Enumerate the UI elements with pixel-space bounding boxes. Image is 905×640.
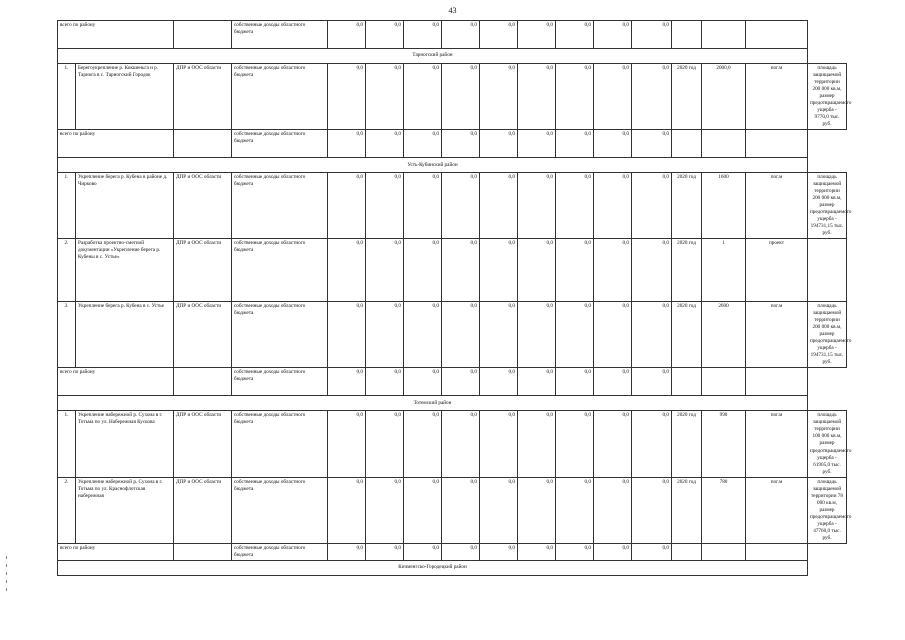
row-number: 2. — [58, 477, 76, 543]
value-cell: 0,0 — [556, 411, 594, 477]
value-cell: 0,0 — [328, 173, 366, 239]
total-row — [58, 543, 847, 560]
section-title: Тарногский район — [58, 49, 808, 64]
value-cell: 0,0 — [442, 239, 480, 302]
value-cell: 0,0 — [594, 130, 632, 158]
value-cell: 0,0 — [404, 21, 442, 49]
value-cell: 0,0 — [632, 173, 672, 239]
value-cell: 0,0 — [480, 477, 518, 543]
year: 2020 год — [672, 477, 702, 543]
value-cell: 0,0 — [442, 64, 480, 130]
value-cell: 0,0 — [632, 543, 672, 560]
year: 2020 год — [672, 64, 702, 130]
executor: ДПР и ООС области — [174, 64, 232, 130]
expected-result: площадь защищаемой территории 100 000 кв.м, размер предотвращаемого ущерба - 61905,0 тыс. руб. — [808, 411, 847, 477]
total-label: всего по району — [58, 21, 174, 49]
total-label: всего по району — [58, 543, 174, 560]
quantity: 2000,0 — [702, 64, 746, 130]
row-number: 1. — [58, 64, 76, 130]
quantity: 1600 — [702, 173, 746, 239]
executor: ДПР и ООС области — [174, 411, 232, 477]
total-row — [58, 21, 847, 49]
value-cell: 0,0 — [480, 543, 518, 560]
value-cell: 0,0 — [480, 173, 518, 239]
value-cell: 0,0 — [556, 130, 594, 158]
unit: проект — [746, 239, 808, 302]
quantity: 2600 — [702, 302, 746, 368]
value-cell: 0,0 — [632, 302, 672, 368]
section-header — [58, 49, 847, 64]
value-cell: 0,0 — [480, 21, 518, 49]
value-cell: 0,0 — [328, 21, 366, 49]
empty-cell — [702, 368, 746, 396]
value-cell: 0,0 — [328, 543, 366, 560]
value-cell: 0,0 — [594, 239, 632, 302]
quantity: 780 — [702, 477, 746, 543]
value-cell: 0,0 — [594, 173, 632, 239]
funding-source: собственные доходы областного бюджета — [232, 543, 328, 560]
unit: пог.м — [746, 477, 808, 543]
year: 2020 год — [672, 239, 702, 302]
total-label: всего по району — [58, 130, 174, 158]
funding-source: собственные доходы областного бюджета — [232, 411, 328, 477]
section-header — [58, 396, 847, 411]
value-cell: 0,0 — [632, 368, 672, 396]
value-cell: 0,0 — [366, 302, 404, 368]
section-title: Тотемский район — [58, 396, 808, 411]
empty-cell — [174, 543, 232, 560]
value-cell: 0,0 — [404, 239, 442, 302]
executor: ДПР и ООС области — [174, 239, 232, 302]
section-title: Кичменгско-Городецкий район — [58, 560, 808, 575]
value-cell: 0,0 — [594, 411, 632, 477]
project-name: Укрепление набережной р. Сухона в г. Тотьма по ул. Набережная Кускова — [76, 411, 174, 477]
value-cell: 0,0 — [594, 477, 632, 543]
value-cell: 0,0 — [518, 302, 556, 368]
value-cell: 0,0 — [442, 130, 480, 158]
value-cell: 0,0 — [328, 64, 366, 130]
value-cell: 0,0 — [366, 130, 404, 158]
value-cell: 0,0 — [632, 239, 672, 302]
value-cell: 0,0 — [404, 411, 442, 477]
value-cell: 0,0 — [404, 64, 442, 130]
unit: пог.м — [746, 64, 808, 130]
funding-source: собственные доходы областного бюджета — [232, 130, 328, 158]
expected-result: площадь защищаемой территории 200 000 кв.м, размер предотвращаемого ущерба - 194731,15 тыс. руб. — [808, 173, 847, 239]
value-cell: 0,0 — [480, 130, 518, 158]
value-cell: 0,0 — [594, 21, 632, 49]
value-cell: 0,0 — [632, 477, 672, 543]
value-cell: 0,0 — [594, 64, 632, 130]
empty-cell — [702, 21, 746, 49]
value-cell: 0,0 — [556, 368, 594, 396]
empty-cell — [702, 543, 746, 560]
value-cell: 0,0 — [594, 302, 632, 368]
project-row — [58, 411, 847, 477]
executor: ДПР и ООС области — [174, 477, 232, 543]
project-row — [58, 64, 847, 130]
empty-cell — [672, 21, 702, 49]
value-cell: 0,0 — [556, 173, 594, 239]
value-cell: 0,0 — [404, 302, 442, 368]
total-row — [58, 368, 847, 396]
section-header — [58, 158, 847, 173]
year: 2020 год — [672, 302, 702, 368]
empty-cell — [746, 543, 808, 560]
value-cell: 0,0 — [442, 173, 480, 239]
value-cell: 0,0 — [518, 543, 556, 560]
executor: ДПР и ООС области — [174, 173, 232, 239]
executor: ДПР и ООС области — [174, 302, 232, 368]
value-cell: 0,0 — [632, 21, 672, 49]
empty-cell — [746, 130, 808, 158]
year: 2020 год — [672, 173, 702, 239]
budget-table — [57, 20, 852, 576]
value-cell: 0,0 — [404, 173, 442, 239]
value-cell: 0,0 — [556, 239, 594, 302]
unit: пог.м — [746, 411, 808, 477]
total-label: всего по району — [58, 368, 174, 396]
value-cell: 0,0 — [366, 411, 404, 477]
value-cell: 0,0 — [442, 302, 480, 368]
year: 2020 год — [672, 411, 702, 477]
value-cell: 0,0 — [328, 368, 366, 396]
quantity: 1 — [702, 239, 746, 302]
value-cell: 0,0 — [442, 477, 480, 543]
value-cell: 0,0 — [518, 21, 556, 49]
value-cell: 0,0 — [518, 173, 556, 239]
value-cell: 0,0 — [518, 368, 556, 396]
empty-cell — [672, 543, 702, 560]
project-name: Берегоукрепление р. Кокшеньга и р. Тарнога в с. Тарногский Городок — [76, 64, 174, 130]
value-cell: 0,0 — [328, 477, 366, 543]
value-cell: 0,0 — [518, 130, 556, 158]
empty-cell — [672, 130, 702, 158]
unit: пог.м — [746, 173, 808, 239]
project-row — [58, 239, 847, 302]
project-row — [58, 477, 847, 543]
row-number: 1. — [58, 173, 76, 239]
value-cell: 0,0 — [518, 477, 556, 543]
value-cell: 0,0 — [518, 64, 556, 130]
quantity: 990 — [702, 411, 746, 477]
value-cell: 0,0 — [594, 368, 632, 396]
total-row — [58, 130, 847, 158]
project-row — [58, 173, 847, 239]
empty-cell — [746, 368, 808, 396]
funding-source: собственные доходы областного бюджета — [232, 368, 328, 396]
project-name: Укрепление набережной р. Сухона в г. Тотьма по ул. Краснофлотская набережная — [76, 477, 174, 543]
value-cell: 0,0 — [366, 239, 404, 302]
value-cell: 0,0 — [594, 543, 632, 560]
value-cell: 0,0 — [480, 411, 518, 477]
scan-edge-marks — [6, 556, 10, 596]
value-cell: 0,0 — [480, 368, 518, 396]
funding-source: собственные доходы областного бюджета — [232, 173, 328, 239]
value-cell: 0,0 — [366, 368, 404, 396]
value-cell: 0,0 — [442, 368, 480, 396]
empty-cell — [746, 21, 808, 49]
value-cell: 0,0 — [442, 543, 480, 560]
project-name: Укрепление берега р. Кубена в районе д. Чирково — [76, 173, 174, 239]
value-cell: 0,0 — [328, 411, 366, 477]
section-title: Усть-Кубинский район — [58, 158, 808, 173]
expected-result: площадь защищаемой территории 200 000 кв.м, размер предотвращаемого ущерба - 194731,15 тыс. руб. — [808, 302, 847, 368]
project-name: Укрепление берега р. Кубена в с. Устье — [76, 302, 174, 368]
expected-result — [808, 239, 847, 302]
project-name: Разработка проектно-сметной документации «Укрепление берега р. Кубены в с. Устье» — [76, 239, 174, 302]
value-cell: 0,0 — [556, 64, 594, 130]
value-cell: 0,0 — [632, 411, 672, 477]
value-cell: 0,0 — [328, 239, 366, 302]
empty-cell — [672, 368, 702, 396]
value-cell: 0,0 — [366, 21, 404, 49]
empty-cell — [174, 21, 232, 49]
value-cell: 0,0 — [480, 239, 518, 302]
value-cell: 0,0 — [480, 302, 518, 368]
expected-result: площадь защищаемой территории 200 000 кв.м, размер предотвращаемого ущерба - 9770,0 тыс. руб. — [808, 64, 847, 130]
funding-source: собственные доходы областного бюджета — [232, 21, 328, 49]
value-cell: 0,0 — [328, 130, 366, 158]
value-cell: 0,0 — [404, 477, 442, 543]
unit: пог.м — [746, 302, 808, 368]
page-number: 43 — [448, 6, 457, 15]
empty-cell — [174, 130, 232, 158]
value-cell: 0,0 — [366, 64, 404, 130]
value-cell: 0,0 — [366, 477, 404, 543]
value-cell: 0,0 — [556, 21, 594, 49]
empty-cell — [702, 130, 746, 158]
funding-source: собственные доходы областного бюджета — [232, 239, 328, 302]
funding-source: собственные доходы областного бюджета — [232, 302, 328, 368]
value-cell: 0,0 — [556, 477, 594, 543]
value-cell: 0,0 — [404, 543, 442, 560]
value-cell: 0,0 — [518, 239, 556, 302]
value-cell: 0,0 — [328, 302, 366, 368]
funding-source: собственные доходы областного бюджета — [232, 64, 328, 130]
value-cell: 0,0 — [366, 173, 404, 239]
value-cell: 0,0 — [556, 302, 594, 368]
value-cell: 0,0 — [556, 543, 594, 560]
value-cell: 0,0 — [480, 64, 518, 130]
row-number: 2. — [58, 239, 76, 302]
expected-result: площадь защищаемой территории 78 000 кв.м, размер предотвращаемого ущерба - 47760,0 тыс. руб. — [808, 477, 847, 543]
project-row — [58, 302, 847, 368]
value-cell: 0,0 — [632, 64, 672, 130]
value-cell: 0,0 — [442, 411, 480, 477]
value-cell: 0,0 — [442, 21, 480, 49]
row-number: 3. — [58, 302, 76, 368]
funding-source: собственные доходы областного бюджета — [232, 477, 328, 543]
section-header — [58, 560, 847, 575]
value-cell: 0,0 — [404, 368, 442, 396]
value-cell: 0,0 — [518, 411, 556, 477]
empty-cell — [174, 368, 232, 396]
row-number: 1. — [58, 411, 76, 477]
value-cell: 0,0 — [366, 543, 404, 560]
value-cell: 0,0 — [632, 130, 672, 158]
value-cell: 0,0 — [404, 130, 442, 158]
